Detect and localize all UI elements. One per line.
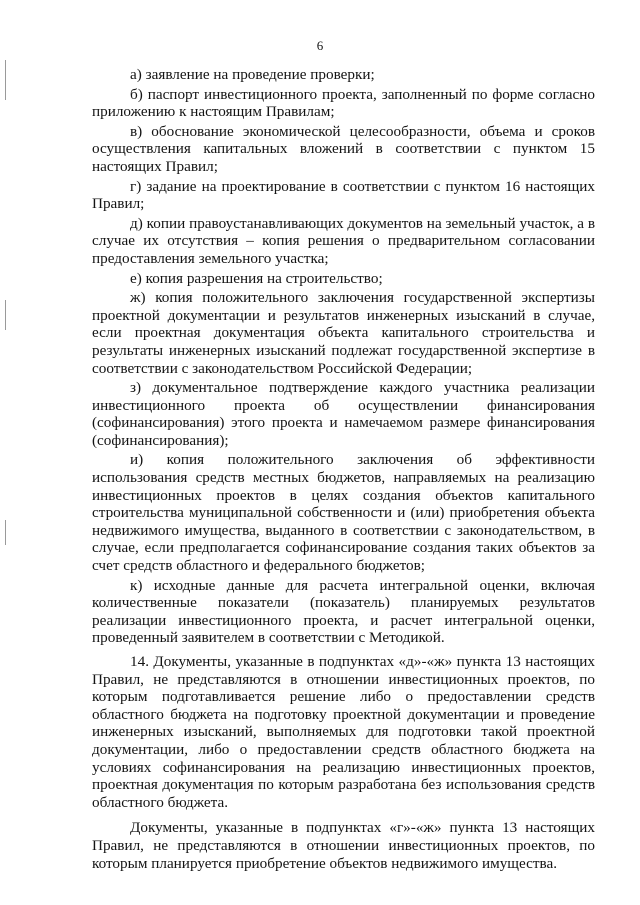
- paragraph-item-b: б) паспорт инвестиционного проекта, заполненный по форме согласно приложению к настоящим Правилам;: [92, 85, 595, 121]
- document-body: [92, 66, 595, 874]
- paragraph-item-v: в) обоснование экономической целесообразности, объема и сроков осуществления капитальных вложений в соответствии с пунктом 15 настоящих Правил;: [92, 122, 595, 175]
- scan-edge-mark-middle: [5, 300, 6, 330]
- scan-edge-mark-top: [5, 60, 6, 100]
- paragraph-clause-14-continued: Документы, указанные в подпунктах «г»-«ж» пункта 13 настоящих Правил, не представляются в отношении инвестиционных проектов, по которым планируется приобретение объектов недвижимого имущества.: [92, 819, 595, 872]
- paragraph-item-zh: ж) копия положительного заключения государственной экспертизы проектной документации и результатов инженерных изысканий в случае, если проектная документация объекта капитального строительства и результаты инженерных изысканий подлежат государственной экспертизе в соответствии с законодательством Российской Федерации;: [92, 289, 595, 377]
- paragraph-item-g: г) задание на проектирование в соответствии с пунктом 16 настоящих Правил;: [92, 177, 595, 213]
- scan-edge-mark-bottom: [5, 520, 6, 545]
- paragraph-item-d: д) копии правоустанавливающих документов на земельный участок, а в случае их отсутствия – копия решения о предварительном согласовании предоставления земельного участка;: [92, 214, 595, 267]
- paragraph-item-k: к) исходные данные для расчета интегральной оценки, включая количественные показатели (показатель) планируемых результатов реализации инвестиционного проекта, и расчет интегральной оценки, проведенный заявителем в соответствии с Методикой.: [92, 576, 595, 647]
- paragraph-item-a: а) заявление на проведение проверки;: [130, 66, 375, 83]
- paragraph-clause-14: 14. Документы, указанные в подпунктах «д»-«ж» пункта 13 настоящих Правил, не представляются в отношении инвестиционных проектов, по которым подготавливается решение либо о предоставлении средств областного бюджета на подготовку проектной документации и проведение инженерных изысканий, выполняемых для подготовки такой проектной документации, либо о предоставлении средств областного бюджета на условиях софинансирования на реализацию инвестиционных проектов, проектная документация по которым разработана без использования средств областного бюджета.: [92, 653, 595, 811]
- paragraph-item-z: з) документальное подтверждение каждого участника реализации инвестиционного проекта об осуществлении финансирования (софинансирования) этого проекта и намечаемом размере финансирования (софинансирования);: [92, 379, 595, 449]
- page-number: 6: [316, 38, 324, 53]
- paragraph-item-i: и) копия положительного заключения об эффективности использования средств местных бюджетов, направляемых на реализацию инвестиционных проектов в целях создания объектов капитального строительства муниципальной собственности и (или) приобретения объекта недвижимого имущества, выданного в соответствии с законодательством, в случае, если предполагается софинансирование создания таких объектов за счет средств областного и федерального бюджетов;: [92, 451, 595, 575]
- paragraph-item-e: е) копия разрешения на строительство;: [130, 269, 383, 287]
